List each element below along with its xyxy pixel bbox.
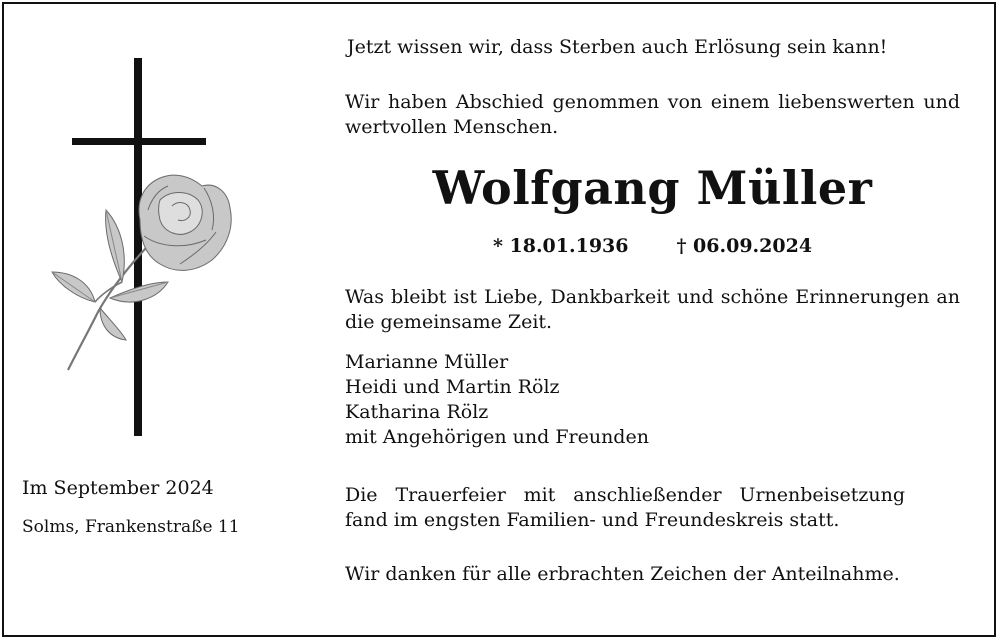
mourner-name: Marianne Müller [345,351,509,373]
mourner-name: Katharina Rölz [345,401,489,423]
remembrance-text: Was bleibt ist Liebe, Dankbarkeit und schöne Erinnerungen an die gemeinsame Zeit. [345,286,960,333]
date-place: Im September 2024 [22,477,214,499]
address: Solms, Frankenstraße 11 [22,517,240,537]
funeral-text: Die Trauerfeier mit anschließender Urnenbeisetzung fand im engsten Familien- und Freundeskreis statt. [345,484,905,531]
farewell-text: Wir haben Abschied genommen von einem liebenswerten und wertvollen Menschen. [345,91,960,138]
cross-and-rose [40,50,260,440]
life-dates [345,232,960,260]
deceased-name: Wolfgang Müller [432,161,873,215]
mourner-name: Heidi und Martin Rölz [345,376,560,398]
mourner-name: mit Angehörigen und Freunden [345,426,649,448]
opening-quote: Jetzt wissen wir, dass Sterben auch Erlösung sein kann! [347,36,888,58]
thanks-text: Wir danken für alle erbrachten Zeichen der Anteilnahme. [345,563,900,585]
death-date: † 06.09.2024 [676,235,813,257]
birth-date: * 18.01.1936 [492,235,629,257]
